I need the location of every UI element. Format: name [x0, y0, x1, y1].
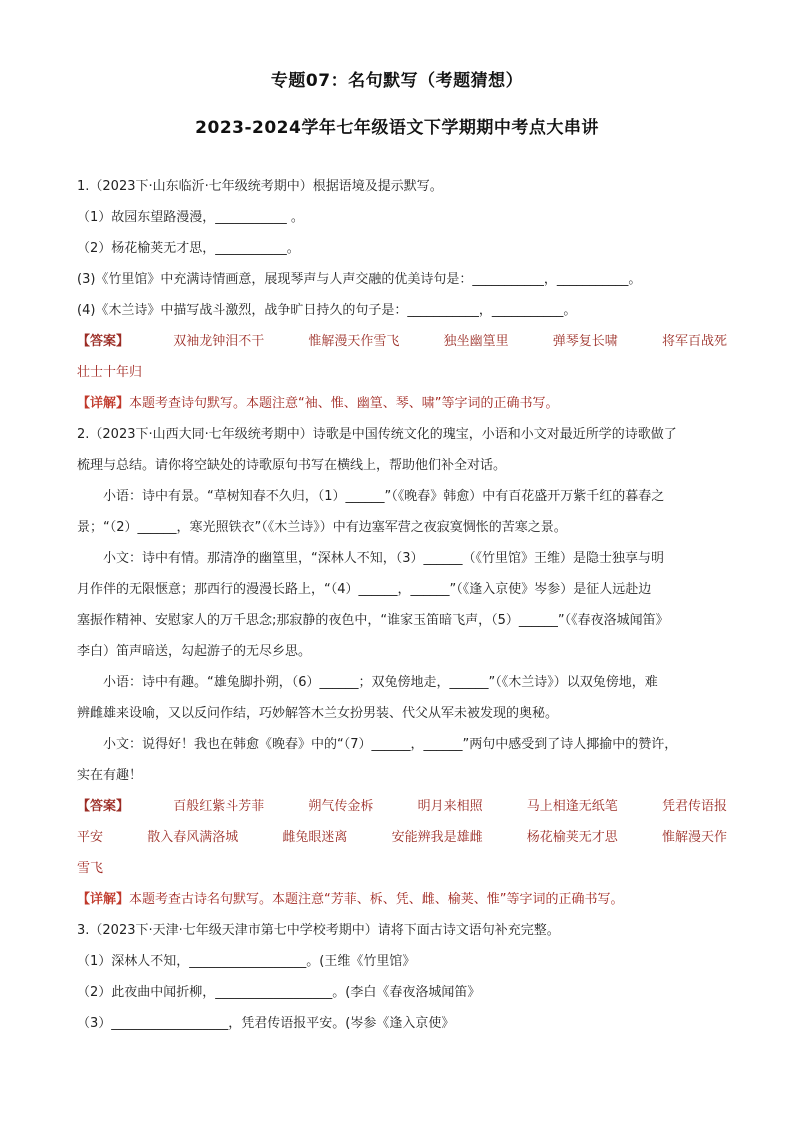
q2-stem-1: 2.（2023下·山西大同·七年级统考期中）诗歌是中国传统文化的瑰宝，小语和小文对最近所学的诗歌做了 [77, 427, 677, 442]
q2-detail [77, 891, 727, 922]
q2-para4-a: 小文：说得好！我也在韩愈《晚春》中的“（7）______，______”两句中感受到了诗人揶揄中的赞许， [103, 737, 678, 752]
q3-stem: 3.（2023下·天津·七年级天津市第七中学校考期中）请将下面古诗文语句补充完整。 [77, 923, 560, 938]
q1-detail [77, 395, 727, 426]
detail-label: 【详解】 [77, 892, 130, 907]
q2-para3-a: 小语：诗中有趣。“雄兔脚扑朔，（6）______；双兔傍地走，______”（《木兰诗》）以双兔傍地，难 [103, 675, 658, 690]
document-body [77, 178, 727, 1046]
q2-answer-1: 百般红紫斗芳菲 [173, 799, 265, 814]
page-subtitle: 2023-2024学年七年级语文下学期期中考点大串讲 [195, 118, 599, 138]
detail-label: 【详解】 [77, 396, 130, 411]
q2-detail-text: 本题考查古诗名句默写。本题注意“芳菲、柝、凭、雌、榆荚、惟”等字词的正确书写。 [129, 892, 624, 907]
q1-answer-row [77, 333, 727, 364]
q2-answer-8: 雌兔眼迷离 [282, 830, 348, 845]
q2-answer-5: 凭君传语报 [661, 799, 727, 814]
q1-sub4: (4)《木兰诗》中描写战斗激烈，战争旷日持久的句子是：___________，___________。 [77, 303, 577, 318]
q2-para2-a: 小文：诗中有情。那清净的幽篁里，“深林人不知，（3）______（《竹里馆》王维）是隐士独享与明 [103, 551, 665, 566]
q1-answer-4: 弹琴复长啸 [552, 334, 618, 349]
q3-sub1: （1）深林人不知，__________________。(王维《竹里馆》 [77, 954, 416, 969]
q2-para2-d: 李白）笛声暗送，勾起游子的无尽乡思。 [77, 644, 312, 659]
answer-label: 【答案】 [77, 799, 130, 814]
q2-answer-row-2 [77, 829, 727, 860]
q2-para2-b: 月作伴的无限惬意；那西行的漫漫长路上，“（4）______，______”（《逢入京使》岑参）是征人远赴边 [77, 582, 652, 597]
q1-sub2: （2）杨花榆荚无才思，___________。 [77, 241, 300, 256]
q2-answer-cont: 雪飞 [77, 861, 104, 876]
q3-sub2: （2）此夜曲中闻折柳，__________________。(李白《春夜洛城闻笛》 [77, 985, 481, 1000]
q1-sub1: （1）故园东望路漫漫，___________ 。 [77, 210, 304, 225]
q2-answer-row-1 [77, 798, 727, 829]
page-title: 专题07：名句默写（考题猜想） [270, 71, 524, 91]
q2-answer-3: 明月来相照 [417, 799, 483, 814]
q2-answer-9: 安能辨我是雄雌 [391, 830, 483, 845]
q2-answer-6: 平安 [77, 830, 104, 845]
q1-answer-2: 惟解漫天作雪飞 [308, 334, 400, 349]
q2-answer-2: 朔气传金柝 [308, 799, 374, 814]
q2-para1-a: 小语：诗中有景。“草树知春不久归，（1）______”（《晚春》韩愈）中有百花盛开万紫千红的暮春之 [103, 489, 665, 504]
q2-answer-4: 马上相逢无纸笔 [526, 799, 618, 814]
q1-answer-5: 将军百战死 [661, 334, 727, 349]
q3-sub3: （3）__________________，凭君传语报平安。(岑参《逢入京使》 [77, 1016, 455, 1031]
answer-label: 【答案】 [77, 334, 130, 349]
q1-answer-3: 独坐幽篁里 [443, 334, 509, 349]
q2-stem-2: 梳理与总结。请你将空缺处的诗歌原句书写在横线上，帮助他们补全对话。 [77, 458, 507, 473]
q2-answer-11: 惟解漫天作 [661, 830, 727, 845]
q2-para2-c: 塞振作精神、安慰家人的万千思念;那寂静的夜色中，“谁家玉笛暗飞声，（5）______”（《春夜洛城闻笛》 [77, 613, 669, 628]
q1-stem: 1.（2023下·山东临沂·七年级统考期中）根据语境及提示默写。 [77, 179, 443, 194]
q2-answer-10: 杨花榆荚无才思 [526, 830, 618, 845]
q2-para1-b: 景；“（2）______，寒光照铁衣”（《木兰诗》）中有边塞军营之夜寂寞惆怅的苦寒之景。 [77, 520, 567, 535]
q2-para3-b: 辨雌雄来设喻，又以反问作结，巧妙解答木兰女扮男装、代父从军未被发现的奥秘。 [77, 706, 559, 721]
q2-answer-7: 散入春风满洛城 [147, 830, 239, 845]
q1-answer-cont: 壮士十年归 [77, 365, 143, 380]
q1-sub3: (3)《竹里馆》中充满诗情画意，展现琴声与人声交融的优美诗句是：___________，___________。 [77, 272, 642, 287]
q2-para4-b: 实在有趣！ [77, 768, 143, 783]
q1-answer-1: 双袖龙钟泪不干 [173, 334, 265, 349]
q1-detail-text: 本题考查诗句默写。本题注意“袖、惟、幽篁、琴、啸”等字词的正确书写。 [129, 396, 559, 411]
